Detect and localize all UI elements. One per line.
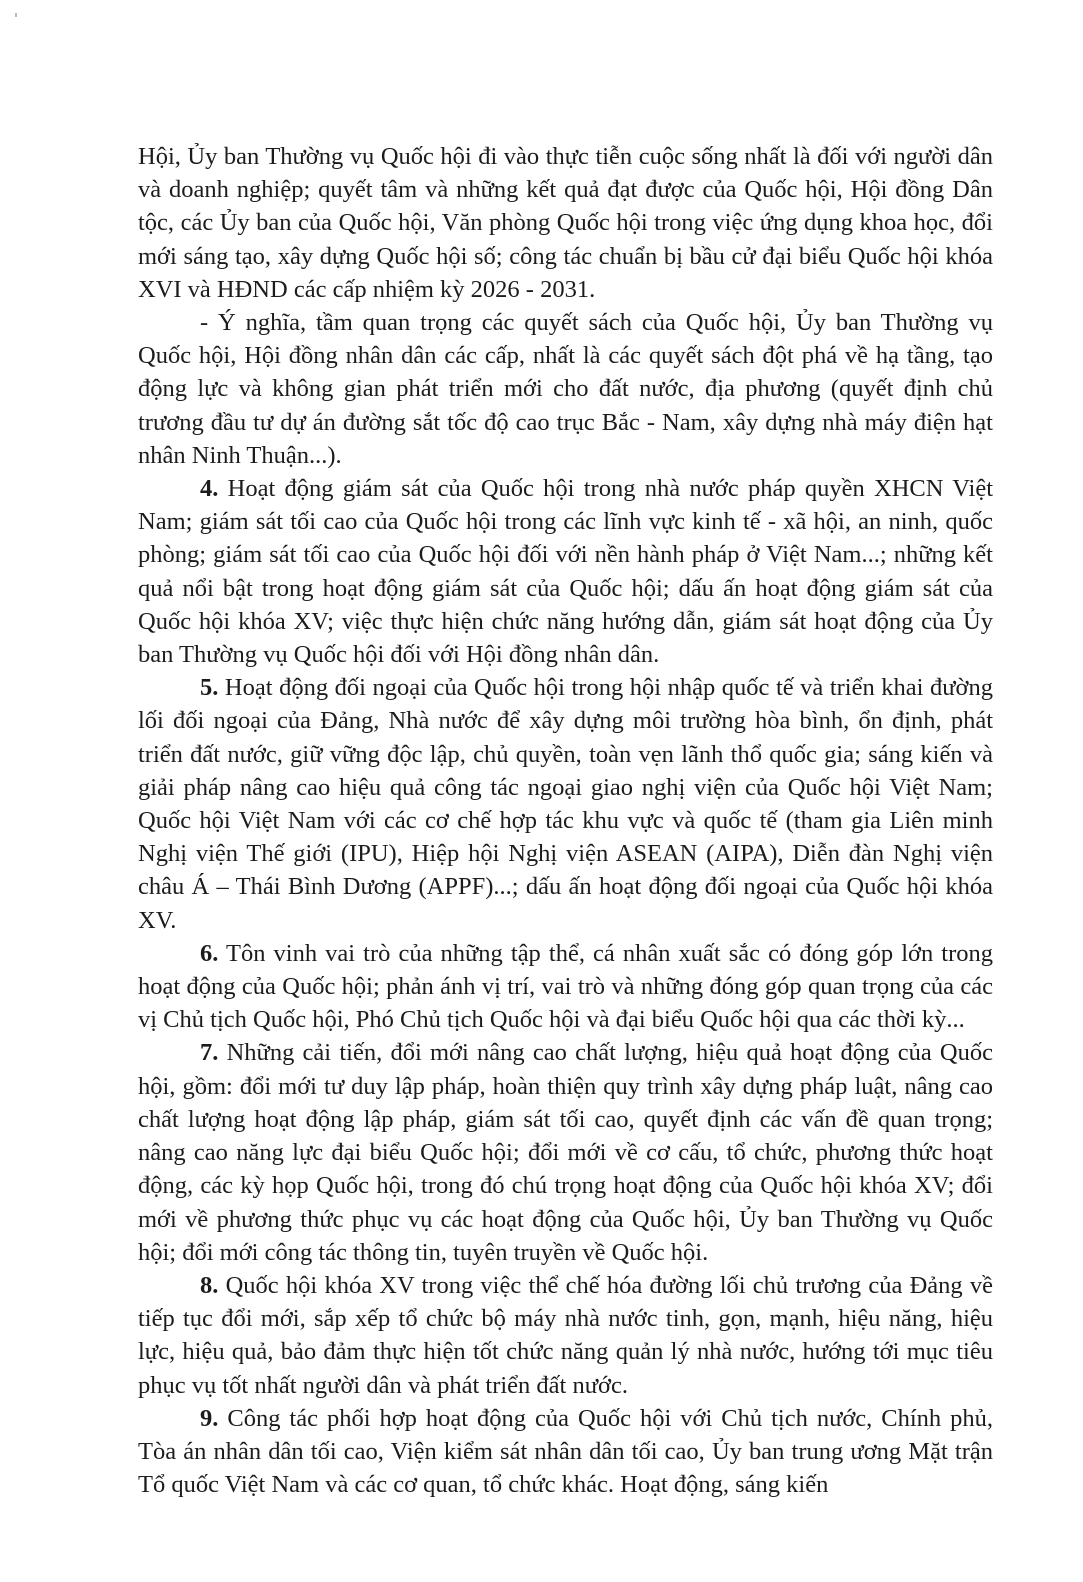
paragraph-text: Hội, Ủy ban Thường vụ Quốc hội đi vào thực tiễn cuộc sống nhất là đối với người dân và doanh nghiệp; quyết tâm và những kết quả đạt được của Quốc hội, Hội đồng Dân tộc, các Ủy ban của Quốc hội, Văn phòng Quốc hội trong việc ứng dụng khoa học, đổi mới sáng tạo, xây dựng Quốc hội số; công tác chuẩn bị bầu cử đại biểu Quốc hội khóa XVI và HĐND các cấp nhiệm kỳ 2026 - 2031. bbox=[138, 143, 993, 303]
item-number: 5. bbox=[200, 674, 219, 702]
paragraph-item-4 bbox=[138, 472, 993, 671]
paragraph-text: Hoạt động đối ngoại của Quốc hội trong hội nhập quốc tế và triển khai đường lối đối ngoại của Đảng, Nhà nước để xây dựng môi trường hòa bình, ổn định, phát triển đất nước, giữ vững độc lập, chủ quyền, toàn vẹn lãnh thổ quốc gia; sáng kiến và giải pháp nâng cao hiệu quả công tác ngoại giao nghị viện của Quốc hội Việt Nam; Quốc hội Việt Nam với các cơ chế hợp tác khu vực và quốc tế (tham gia Liên minh Nghị viện Thế giới (IPU), Hiệp hội Nghị viện ASEAN (AIPA), Diễn đàn Nghị viện châu Á – Thái Bình Dương (APPF)...; dấu ấn hoạt động đối ngoại của Quốc hội khóa XV. bbox=[138, 674, 993, 934]
paragraph-item-8 bbox=[138, 1269, 993, 1402]
paragraph-item-9 bbox=[138, 1402, 993, 1502]
paragraph-item-5 bbox=[138, 671, 993, 937]
scan-mark bbox=[15, 13, 17, 17]
item-number: 9. bbox=[200, 1404, 219, 1432]
paragraph-text: Tôn vinh vai trò của những tập thể, cá nhân xuất sắc có đóng góp lớn trong hoạt động của Quốc hội; phản ánh vị trí, vai trò và những đóng góp quan trọng của các vị Chủ tịch Quốc hội, Phó Chủ tịch Quốc hội và đại biểu Quốc hội qua các thời kỳ... bbox=[138, 939, 994, 1034]
paragraph-text: Quốc hội khóa XV trong việc thể chế hóa đường lối chủ trương của Đảng về tiếp tục đổi mới, sắp xếp tổ chức bộ máy nhà nước tinh, gọn, mạnh, hiệu năng, hiệu lực, hiệu quả, bảo đảm thực hiện tốt chức năng quản lý nhà nước, hướng tới mục tiêu phục vụ tốt nhất người dân và phát triển đất nước. bbox=[138, 1271, 993, 1399]
document-body bbox=[138, 140, 993, 1501]
paragraph-text: - Ý nghĩa, tầm quan trọng các quyết sách của Quốc hội, Ủy ban Thường vụ Quốc hội, Hội đồng nhân dân các cấp, nhất là các quyết sách đột phá về hạ tầng, tạo động lực và không gian phát triển mới cho đất nước, địa phương (quyết định chủ trương đầu tư dự án đường sắt tốc độ cao trục Bắc - Nam, xây dựng nhà máy điện hạt nhân Ninh Thuận...). bbox=[138, 309, 993, 469]
paragraph-text: Những cải tiến, đổi mới nâng cao chất lượng, hiệu quả hoạt động của Quốc hội, gồm: đổi mới tư duy lập pháp, hoàn thiện quy trình xây dựng pháp luật, nâng cao chất lượng hoạt động lập pháp, giám sát tối cao, quyết định các vấn đề quan trọng; nâng cao năng lực đại biểu Quốc hội; đổi mới về cơ cấu, tổ chức, phương thức hoạt động, các kỳ họp Quốc hội, trong đó chú trọng hoạt động của Quốc hội khóa XV; đổi mới về phương thức phục vụ các hoạt động của Quốc hội, Ủy ban Thường vụ Quốc hội; đổi mới công tác thông tin, tuyên truyền về Quốc hội. bbox=[138, 1039, 993, 1266]
paragraph-text: Hoạt động giám sát của Quốc hội trong nhà nước pháp quyền XHCN Việt Nam; giám sát tối cao của Quốc hội trong các lĩnh vực kinh tế - xã hội, an ninh, quốc phòng; giám sát tối cao của Quốc hội đối với nền hành pháp ở Việt Nam...; những kết quả nổi bật trong hoạt động giám sát của Quốc hội; dấu ấn hoạt động giám sát của Quốc hội khóa XV; việc thực hiện chức năng hướng dẫn, giám sát hoạt động của Ủy ban Thường vụ Quốc hội đối với Hội đồng nhân dân. bbox=[138, 475, 994, 669]
paragraph-item-6 bbox=[138, 937, 993, 1037]
item-number: 8. bbox=[200, 1271, 219, 1299]
paragraph-text: Công tác phối hợp hoạt động của Quốc hội với Chủ tịch nước, Chính phủ, Tòa án nhân dân tối cao, Viện kiểm sát nhân dân tối cao, Ủy ban trung ương Mặt trận Tổ quốc Việt Nam và các cơ quan, tổ chức khác. Hoạt động, sáng kiến bbox=[138, 1404, 994, 1499]
item-number: 7. bbox=[200, 1039, 219, 1067]
item-number: 6. bbox=[200, 939, 219, 967]
paragraph-item-7 bbox=[138, 1036, 993, 1268]
paragraph-significance bbox=[138, 306, 993, 472]
item-number: 4. bbox=[200, 475, 219, 503]
paragraph-continuation bbox=[138, 140, 993, 306]
